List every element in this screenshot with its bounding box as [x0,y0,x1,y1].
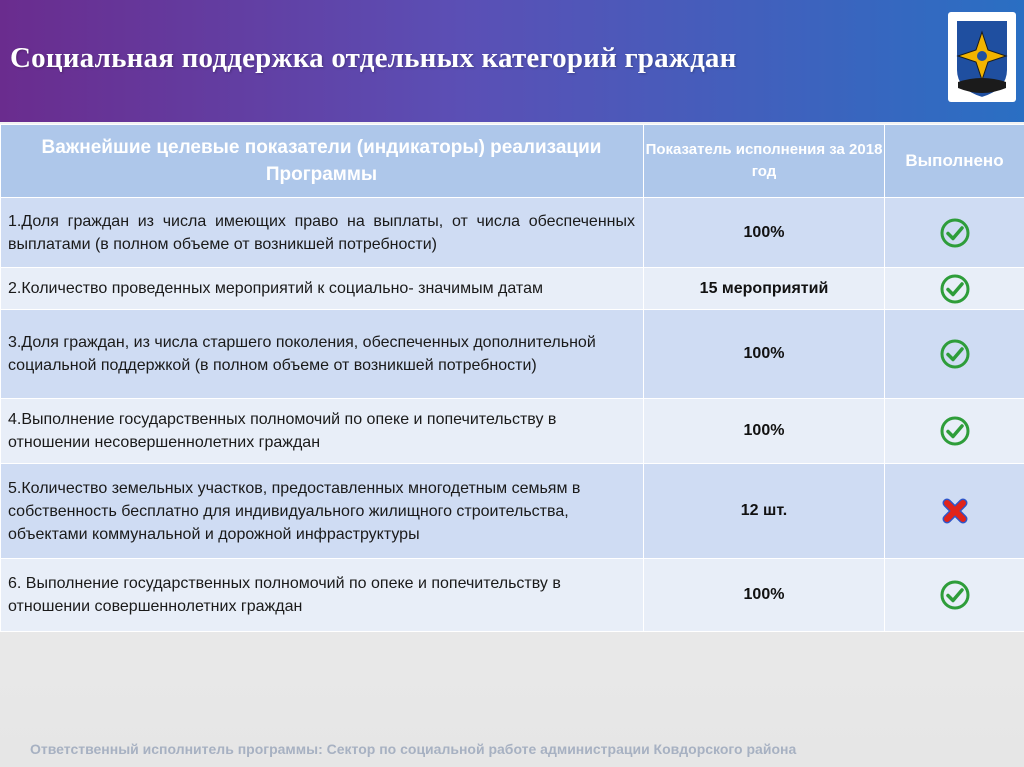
table-row [1,559,1024,632]
indicator-cell: 1.Доля граждан из числа имеющих право на выплаты, от числа обеспеченных выплатами (в полном объеме от возникшей потребности) [1,198,644,268]
table-row [1,464,1024,559]
value-cell: 100% [644,198,885,268]
title-banner [0,0,1024,122]
value-cell: 15 мероприятий [644,268,885,310]
status-cell [885,399,1024,464]
check-icon [939,338,971,370]
indicator-cell: 2.Количество проведенных мероприятий к социально- значимым датам [1,268,644,310]
indicator-cell: 6. Выполнение государственных полномочий по опеке и попечительству в отношении совершеннолетних граждан [1,559,644,632]
table-header-row [1,125,1024,198]
value-cell: 100% [644,399,885,464]
table-row [1,268,1024,310]
table-row [1,399,1024,464]
header-indicators: Важнейшие целевые показатели (индикаторы) реализации Программы [1,125,644,198]
value-cell: 12 шт. [644,464,885,559]
check-icon [939,579,971,611]
page-title: Социальная поддержка отдельных категорий граждан [10,42,737,74]
status-cell [885,198,1024,268]
indicator-cell: 4.Выполнение государственных полномочий по опеке и попечительству в отношении несовершеннолетних граждан [1,399,644,464]
header-performance: Показатель исполнения за 2018 год [644,125,885,198]
indicator-cell: 3.Доля граждан, из числа старшего поколения, обеспеченных дополнительной социальной поддержкой (в полном объеме от возникшей потребности) [1,310,644,399]
indicator-cell: 5.Количество земельных участков, предоставленных многодетным семьям в собственность бесплатно для индивидуального жилищного строительства, объектами коммунальной и дорожной инфраструктуры [1,464,644,559]
status-cell [885,310,1024,399]
cross-icon [939,495,971,527]
check-icon [939,415,971,447]
check-icon [939,273,971,305]
indicators-table [0,124,1024,632]
table-row [1,198,1024,268]
status-cell [885,268,1024,310]
table-row [1,310,1024,399]
status-cell [885,464,1024,559]
coat-of-arms-icon [948,12,1016,102]
status-cell [885,559,1024,632]
responsible-executor-note: Ответственный исполнитель программы: Сектор по социальной работе администрации Ковдорского района [30,741,797,757]
check-icon [939,217,971,249]
value-cell: 100% [644,559,885,632]
header-done: Выполнено [885,125,1024,198]
value-cell: 100% [644,310,885,399]
